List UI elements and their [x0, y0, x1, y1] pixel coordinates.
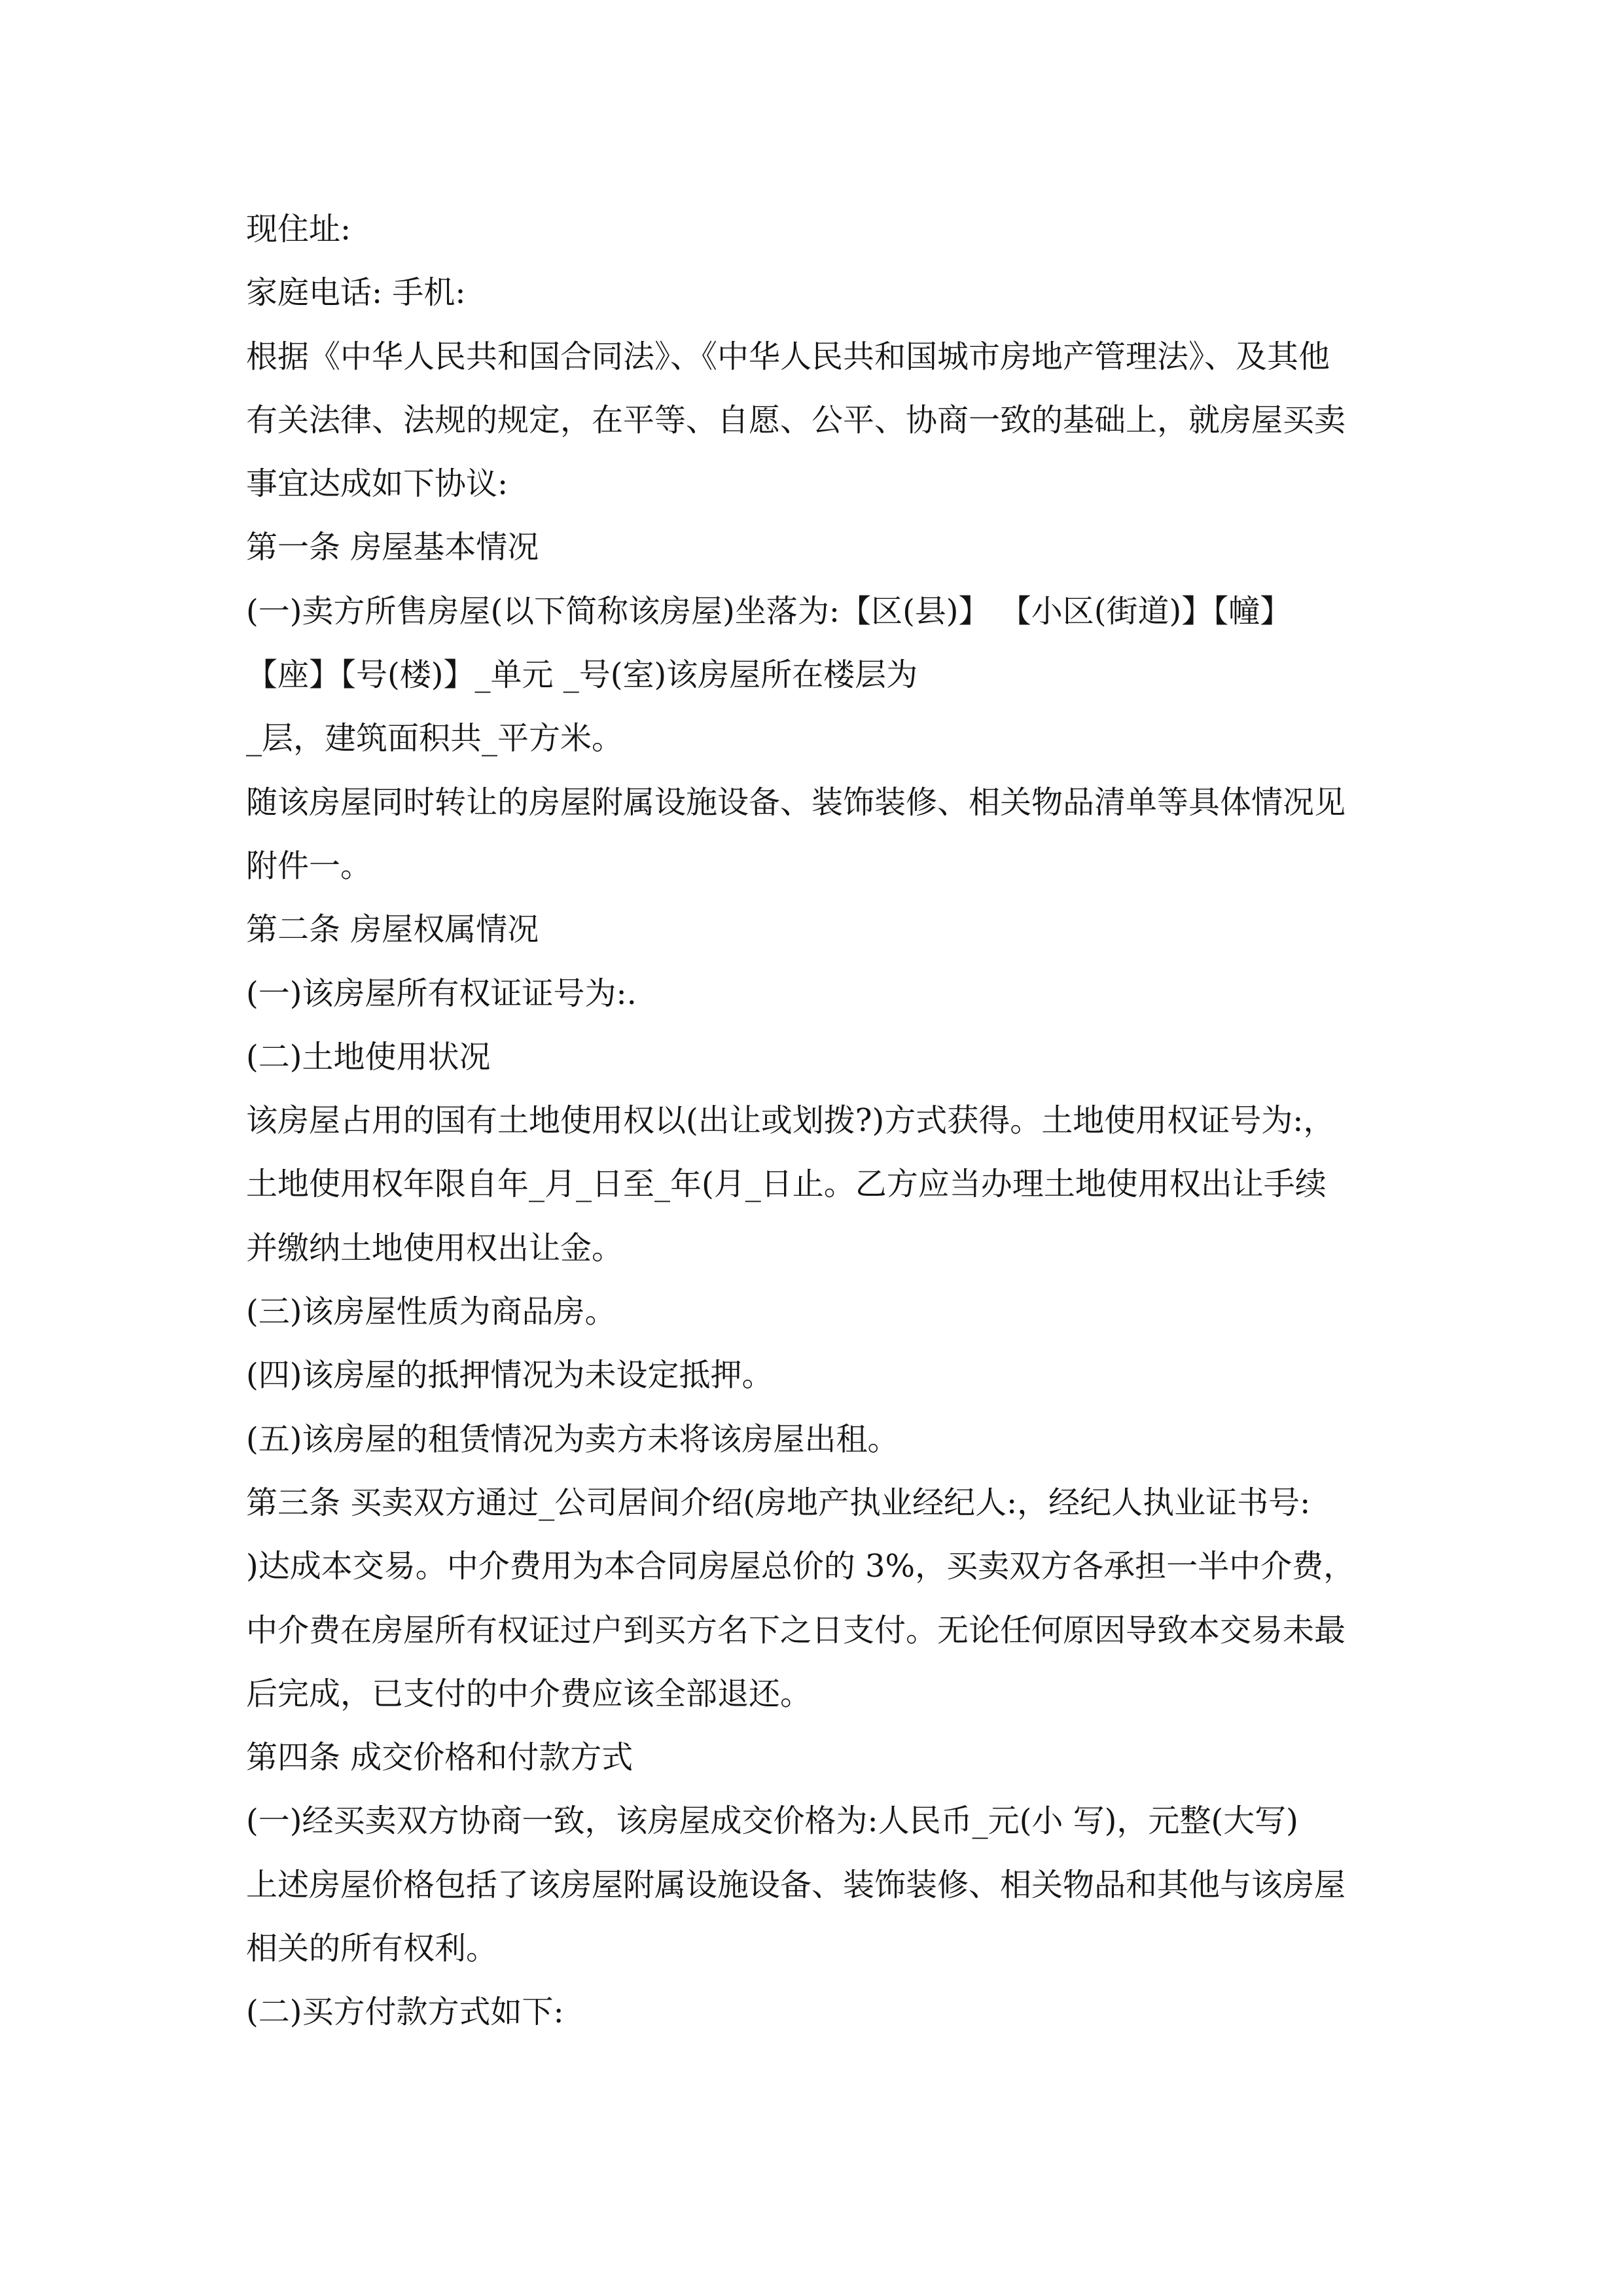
- land-use-line-2: 土地使用权年限自年_月_日至_年(月_日止。乙方应当办理土地使用权出让手续: [246, 1166, 1327, 1203]
- article-4-item-1-line-3: 相关的所有权利。: [246, 1930, 498, 1967]
- article-1-attachment-line-1: 随该房屋同时转让的房屋附属设施设备、装饰装修、相关物品清单等具体情况见: [246, 783, 1346, 821]
- preamble-line-1: 根据《中华人民共和国合同法》、《中华人民共和国城市房地产管理法》、及其他: [246, 338, 1330, 375]
- article-4-item-2: (二)买方付款方式如下:: [246, 1994, 564, 2031]
- article-3-line-2: )达成本交易。中介费用为本合同房屋总价的 3%，买卖双方各承担一半中介费，: [246, 1548, 1355, 1585]
- article-2-item-1: (一)该房屋所有权证证号为:.: [246, 975, 637, 1012]
- article-3-line-1: 第三条 买卖双方通过_公司居间介绍(房地产执业经纪人:，经纪人执业证书号:: [246, 1484, 1311, 1521]
- article-3-line-4: 后完成，已支付的中介费应该全部退还。: [246, 1675, 812, 1712]
- article-3-line-3: 中介费在房屋所有权证过户到买方名下之日支付。无论任何原因导致本交易未最: [246, 1611, 1346, 1649]
- article-2-item-5: (五)该房屋的租赁情况为卖方未将该房屋出租。: [246, 1420, 899, 1458]
- contract-body: [246, 198, 1385, 2045]
- article-2-item-4: (四)该房屋的抵押情况为未设定抵押。: [246, 1357, 774, 1394]
- article-4-item-1-line-2: 上述房屋价格包括了该房屋附属设施设备、装饰装修、相关物品和其他与该房屋: [246, 1866, 1346, 1903]
- article-1-item-1-line-2: 【座】【号(楼)】_单元 _号(室)该房屋所在楼层为: [246, 656, 918, 694]
- article-1-item-1-line-1: (一)卖方所售房屋(以下简称该房屋)坐落为:【区(县)】 【小区(街道)】【幢】: [246, 592, 1292, 630]
- land-use-line-3: 并缴纳土地使用权出让金。: [246, 1229, 624, 1266]
- article-4-heading: 第四条 成交价格和付款方式: [246, 1739, 633, 1776]
- article-2-item-2: (二)土地使用状况: [246, 1038, 491, 1075]
- land-use-line-1: 该房屋占用的国有土地使用权以(出让或划拨?)方式获得。土地使用权证号为:，: [246, 1102, 1335, 1139]
- preamble-line-2: 有关法律、法规的规定，在平等、自愿、公平、协商一致的基础上，就房屋买卖: [246, 401, 1346, 439]
- article-2-heading: 第二条 房屋权属情况: [246, 911, 539, 948]
- article-1-item-1-line-3: _层，建筑面积共_平方米。: [246, 720, 624, 757]
- address-line: 现住址:: [246, 211, 351, 247]
- article-1-heading: 第一条 房屋基本情况: [246, 529, 539, 566]
- phone-line: 家庭电话: 手机:: [246, 274, 466, 312]
- preamble-line-3: 事宜达成如下协议:: [246, 465, 508, 503]
- article-4-item-1-line-1: (一)经买卖双方协商一致，该房屋成交价格为:人民币_元(小 写)，元整(大写): [246, 1803, 1298, 1840]
- article-2-item-3: (三)该房屋性质为商品房。: [246, 1293, 616, 1331]
- article-1-attachment-line-2: 附件一。: [246, 847, 372, 884]
